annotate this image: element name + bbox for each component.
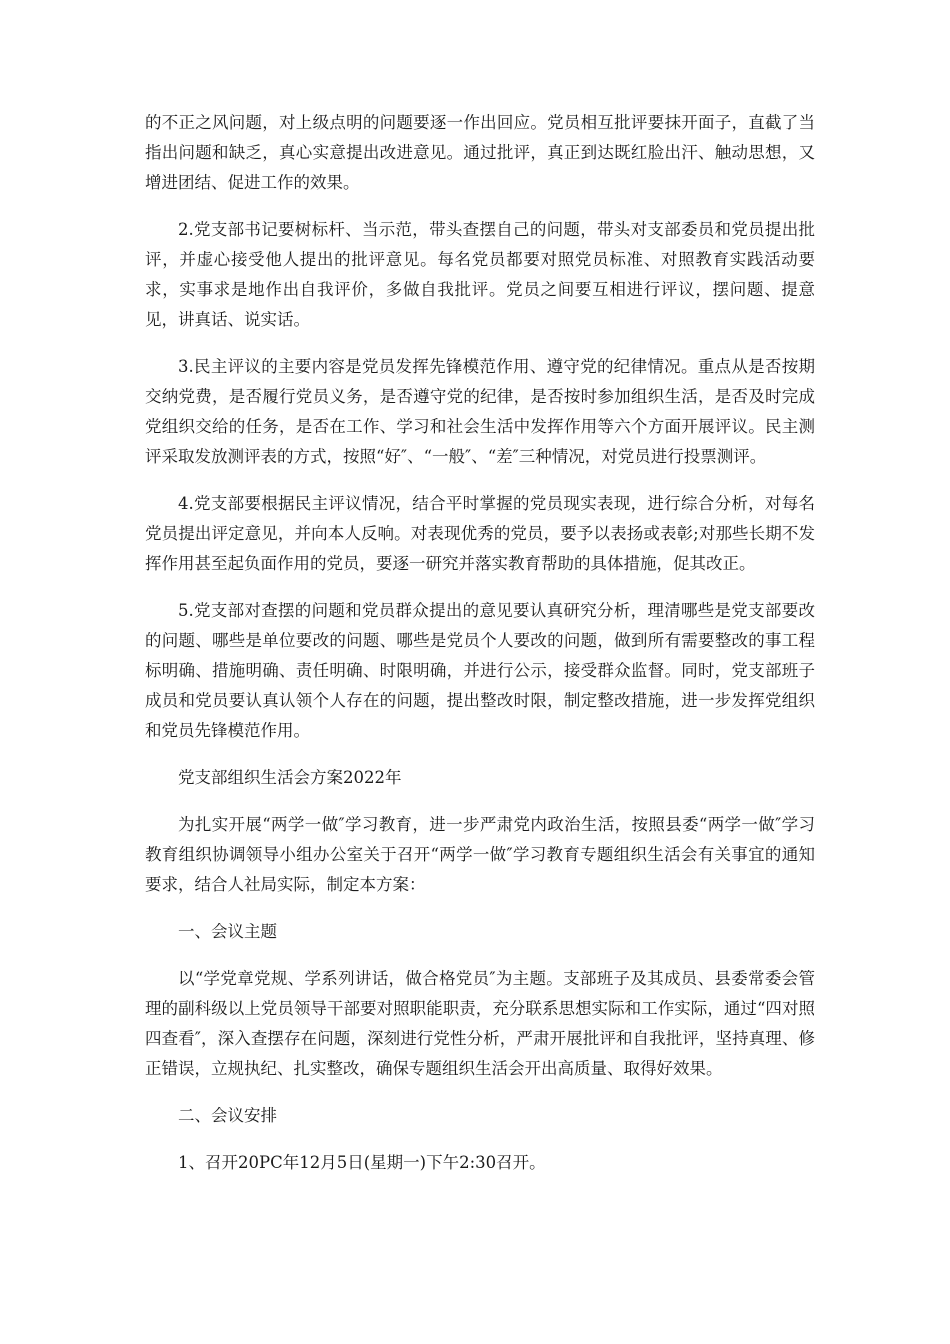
paragraph-item-4-evaluation: 4.党支部要根据民主评议情况，结合平时掌握的党员现实表现，进行综合分析，对每名党员提出评定意见，并向本人反响。对表现优秀的党员，要予以表扬或表彰;对那些长期不发挥作用甚至起负面作用的党员，要逐一研究并落实教育帮助的具体措施，促其改正。 bbox=[145, 494, 815, 573]
paragraph-item-2-secretary-example: 2.党支部书记要树标杆、当示范，带头查摆自己的问题，带头对支部委员和党员提出批评，并虚心接受他人提出的批评意见。每名党员都要对照党员标准、对照教育实践活动要求，实事求是地作出自我评价，多做自我批评。党员之间要互相进行评议，摆问题、提意见，讲真话、说实话。 bbox=[145, 220, 815, 329]
paragraph-item-5-rectification: 5.党支部对查摆的问题和党员群众提出的意见要认真研究分析，理清哪些是党支部要改的问题、哪些是单位要改的问题、哪些是党员个人要改的问题，做到所有需要整改的事工程标明确、措施明确、责任明确、时限明确，并进行公示，接受群众监督。同时，党支部班子成员和党员要认真认领个人存在的问题，提出整改时限，制定整改措施，进一步发挥党组织和党员先锋模范作用。 bbox=[145, 601, 815, 740]
paragraph-plan-intro: 为扎实开展“两学一做″学习教育，进一步严肃党内政治生活，按照县委“两学一做″学习教育组织协调领导小组办公室关于召开“两学一做″学习教育专题组织生活会有关事宜的通知要求，结合人社局实际，制定本方案： bbox=[145, 815, 815, 894]
heading-meeting-arrangement: 二、会议安排 bbox=[178, 1106, 277, 1125]
paragraph-item-3-democratic-review: 3.民主评议的主要内容是党员发挥先锋模范作用、遵守党的纪律情况。重点从是否按期交纳党费，是否履行党员义务，是否遵守党的纪律，是否按时参加组织生活，是否及时完成党组织交给的任务，是否在工作、学习和社会生活中发挥作用等六个方面开展评议。民主测评采取发放测评表的方式，按照“好″、“一般″、“差″三种情况，对党员进行投票测评。 bbox=[145, 357, 815, 466]
heading-meeting-theme: 一、会议主题 bbox=[178, 922, 277, 941]
section-title-plan: 党支部组织生活会方案2022年 bbox=[178, 768, 402, 787]
paragraph-meeting-theme: 以“学党章党规、学系列讲话，做合格党员″为主题。支部班子及其成员、县委常委会管理的副科级以上党员领导干部要对照职能职责，充分联系思想实际和工作实际，通过“四对照四查看″，深入查摆存在问题，深刻进行党性分析，严肃开展批评和自我批评，坚持真理、修正错误，立规执纪、扎实整改，确保专题组织生活会开出高质量、取得好效果。 bbox=[145, 969, 815, 1078]
document-body bbox=[145, 108, 815, 1195]
paragraph-criticism-continuation: 的不正之风问题，对上级点明的问题要逐一作出回应。党员相互批评要抹开面子，直截了当指出问题和缺乏，真心实意提出改进意见。通过批评，真正到达既红脸出汗、触动思想，又增进团结、促进工作的效果。 bbox=[145, 113, 815, 192]
paragraph-meeting-time: 1、召开20PC年12月5日(星期一)下午2:30召开。 bbox=[178, 1153, 546, 1172]
